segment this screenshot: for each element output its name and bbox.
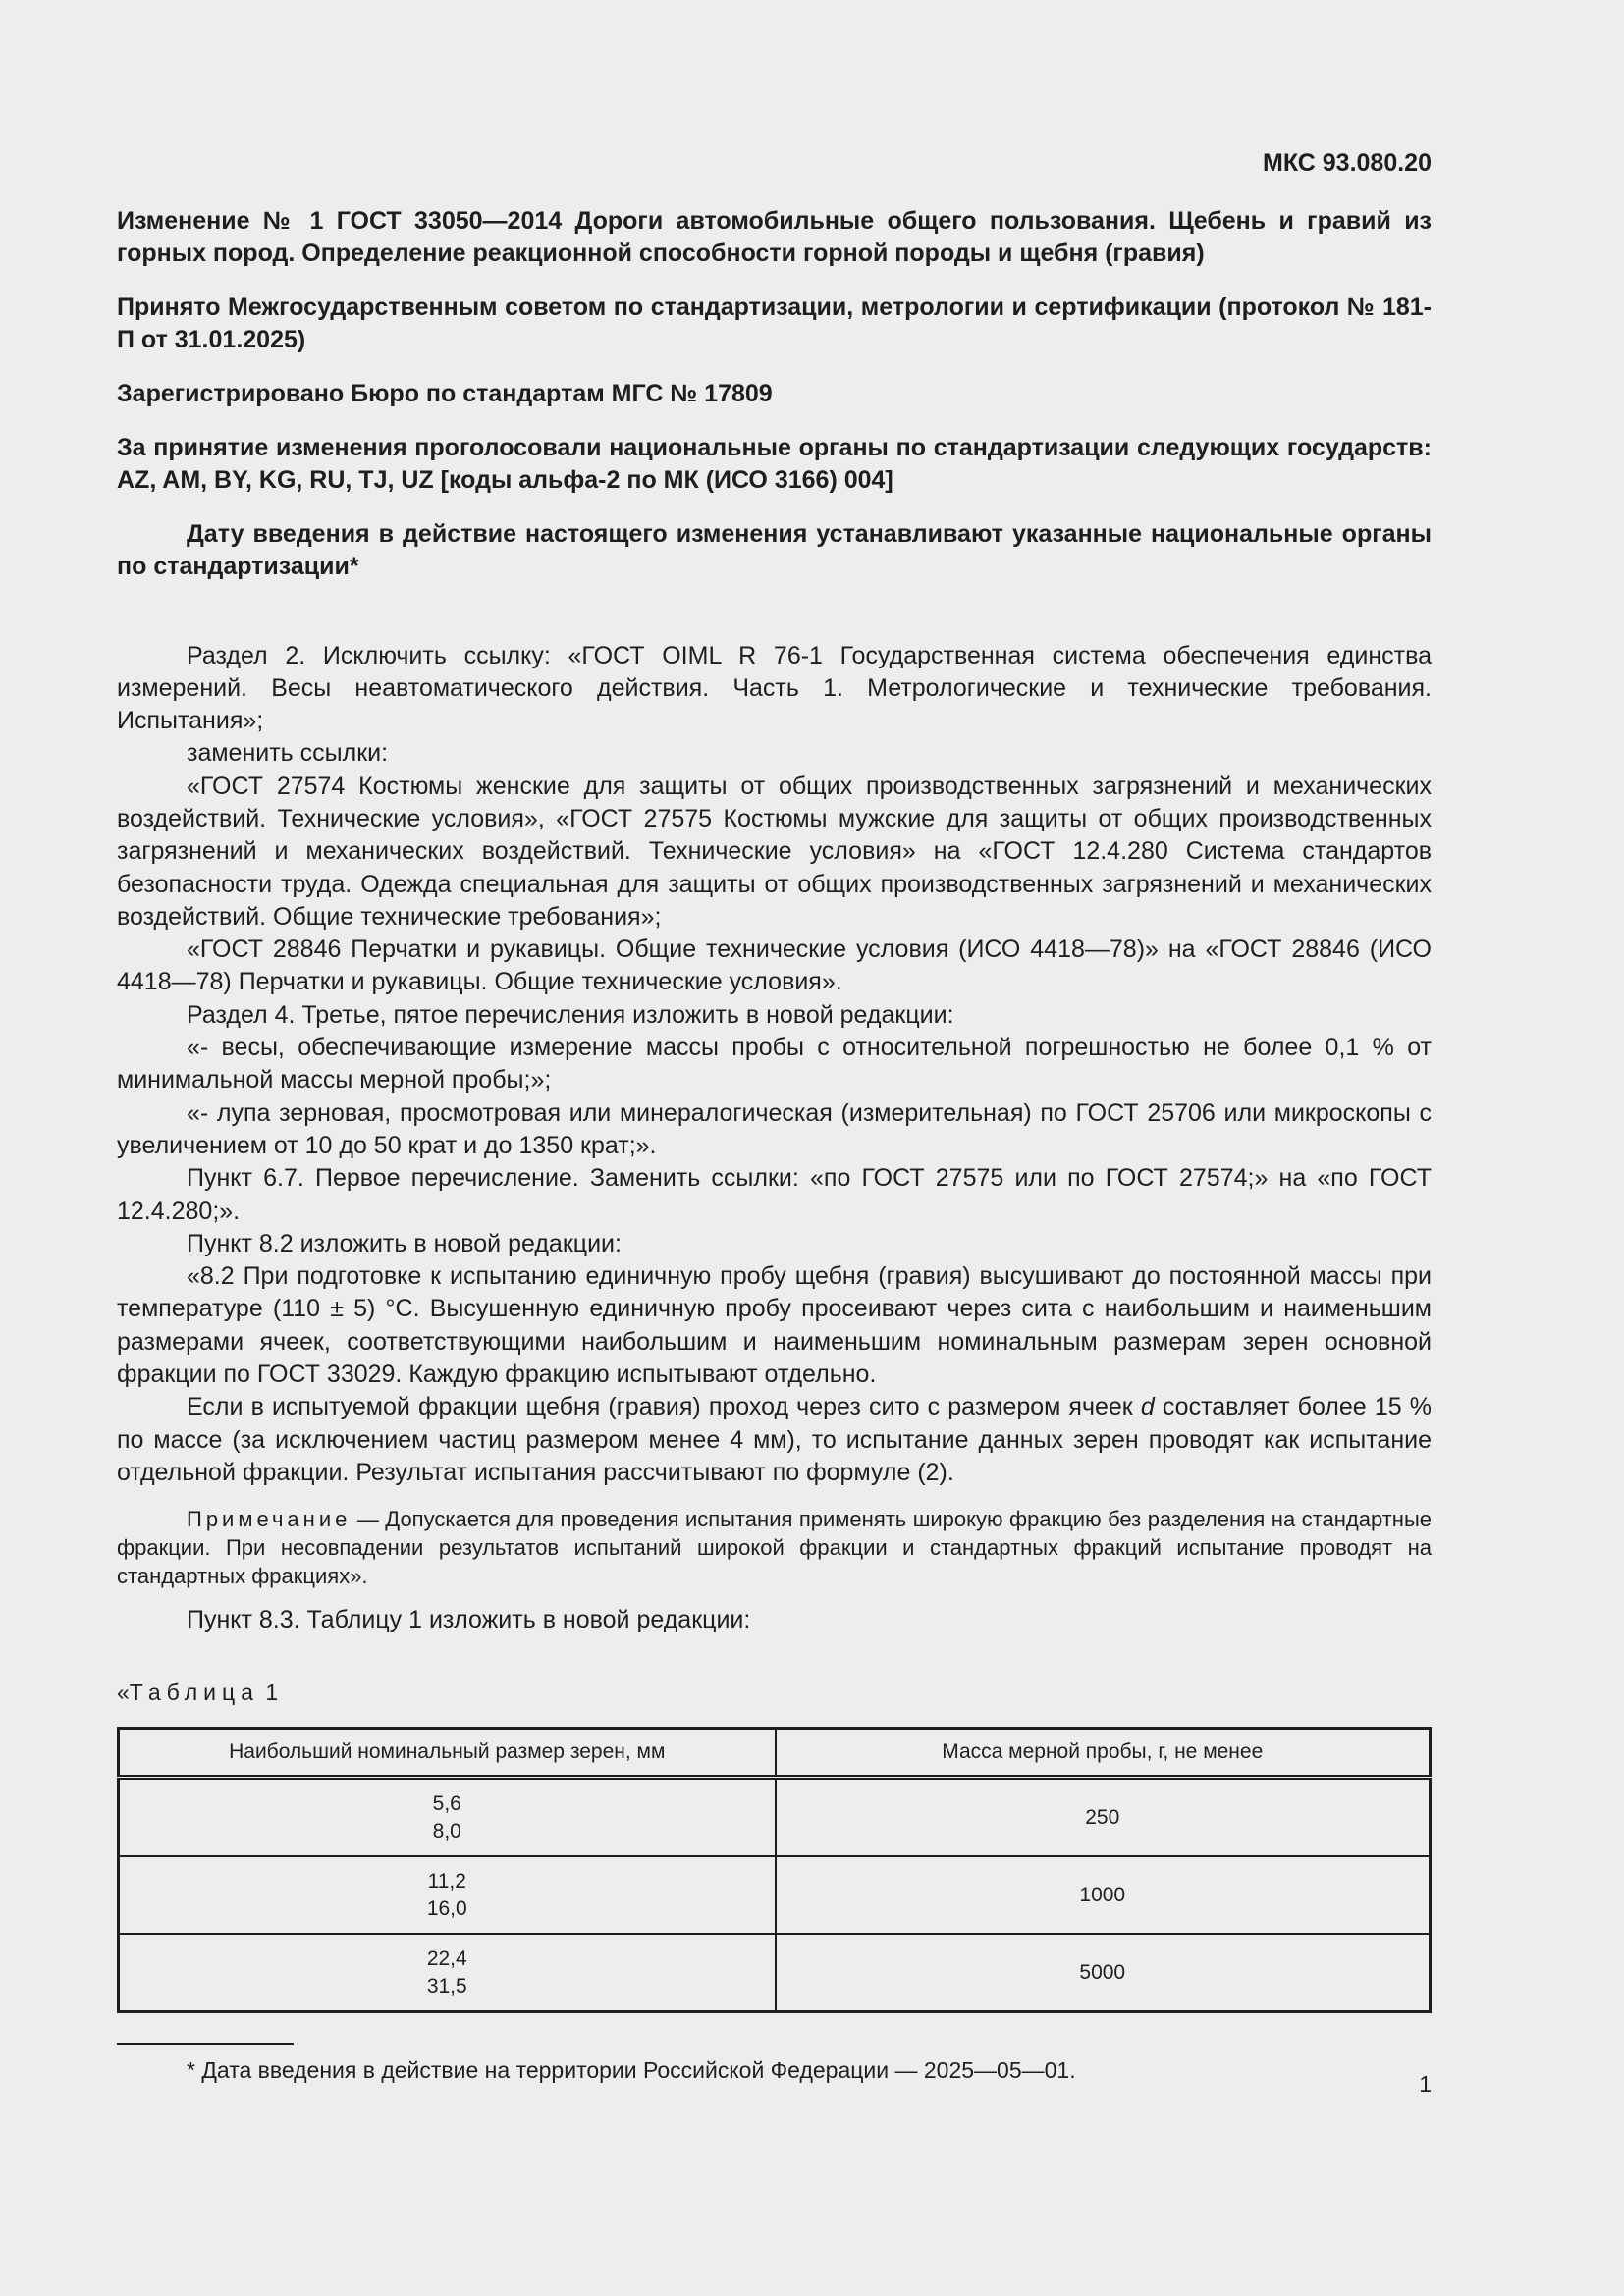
size-value: 31,5 [426, 1974, 467, 1998]
sample-mass-table [117, 1727, 1432, 2013]
paragraph-sieve [117, 1391, 1432, 1489]
adopted-by: Принято Межгосударственным советом по стандартизации, метрологии и сертификации (протокол № 181-П от 31.01.2025) [117, 293, 1432, 353]
cell-grain-size [119, 1934, 776, 2012]
cell-grain-size [119, 1856, 776, 1934]
paragraph: «ГОСТ 28846 Перчатки и рукавицы. Общие технические условия (ИСО 4418—78)» на «ГОСТ 28846 (ИСО 4418—78) Перчатки и рукавицы. Общие технические условия». [117, 935, 1432, 996]
paragraph: заменить ссылки: [187, 739, 389, 768]
paragraph: «- лупа зерновая, просмотровая или минералогическая (измерительная) по ГОСТ 25706 или микроскопы с увеличением от 10 до 50 крат и до 1350 крат;». [117, 1098, 1432, 1159]
caption-quote: « [117, 1679, 130, 1705]
text-run: составляет более 15 % по массе (за исключением частиц размером менее 4 мм), то испытание данных зерен проводят как испытание отдельной фракции. Результат испытания рассчитывают по формуле (2). [117, 1393, 1432, 1486]
cell-mass: 1000 [776, 1856, 1431, 1934]
effective-date-note: Дату введения в действие настоящего изменения устанавливают указанные национальные органы по стандартизации* [117, 519, 1432, 580]
header-sample-mass: Масса мерной пробы, г, не менее [776, 1729, 1431, 1778]
cell-mass: 250 [776, 1778, 1431, 1857]
table-header-row [119, 1729, 1431, 1778]
table-row [119, 1856, 1431, 1934]
variable-d: d [1140, 1393, 1155, 1421]
note-label: Примечание [187, 1507, 352, 1532]
table-row [119, 1778, 1431, 1857]
paragraph: Раздел 4. Третье, пятое перечисления изложить в новой редакции: [187, 1000, 954, 1029]
footnote-separator [117, 2043, 294, 2045]
paragraph-table-intro: Пункт 8.3. Таблицу 1 изложить в новой редакции: [187, 1606, 751, 1634]
note [117, 1505, 1432, 1590]
size-value: 16,0 [426, 1896, 467, 1920]
cell-mass: 5000 [776, 1934, 1431, 2012]
amendment-title: Изменение № 1 ГОСТ 33050—2014 Дороги автомобильные общего пользования. Щебень и гравий из горных пород. Определение реакционной способности горной породы и щебня (гравия) [117, 206, 1432, 267]
table-caption [117, 1679, 1432, 1708]
size-value: 11,2 [427, 1869, 466, 1893]
header-grain-size: Наибольший номинальный размер зерен, мм [119, 1729, 776, 1778]
paragraph: Раздел 2. Исключить ссылку: «ГОСТ OIML R 76-1 Государственная система обеспечения единства измерений. Весы неавтоматического действия. Часть 1. Метрологические и технические требования. Испытания»; [117, 641, 1432, 735]
paragraph: Пункт 8.2 изложить в новой редакции: [187, 1229, 622, 1257]
table-row [119, 1934, 1431, 2012]
size-value: 5,6 [432, 1791, 461, 1815]
mks-code: МКС 93.080.20 [1263, 149, 1432, 177]
caption-number: 1 [258, 1679, 279, 1705]
voting-states: За принятие изменения проголосовали национальные органы по стандартизации следующих государств: AZ, AM, BY, KG, RU, TJ, UZ [коды альфа-2 по МК (ИСО 3166) 004] [117, 433, 1432, 494]
size-value: 22,4 [426, 1947, 467, 1970]
page-number: 1 [1419, 2071, 1432, 2097]
paragraph: «ГОСТ 27574 Костюмы женские для защиты от общих производственных загрязнений и механических воздействий. Технические условия», «ГОСТ 27575 Костюмы мужские для защиты от общих производственных загрязнений и механических воздействий. Технические условия» на «ГОСТ 12.4.280 Система стандартов безопасности труда. Одежда специальная для защиты от общих производственных загрязнений и механических воздействий. Общие технические требования»; [117, 772, 1432, 931]
size-value: 8,0 [432, 1819, 461, 1842]
registration: Зарегистрировано Бюро по стандартам МГС № 17809 [117, 379, 773, 407]
cell-grain-size [119, 1778, 776, 1857]
note-text: — Допускается для проведения испытания применять широкую фракцию без разделения на стандартные фракции. При несовпадении результатов испытаний широкой фракции и стандартных фракций испытание проводят на стандартных фракциях». [117, 1507, 1432, 1589]
amendment-body [117, 640, 1432, 2087]
caption-word: Таблица [129, 1679, 259, 1705]
paragraph: Пункт 6.7. Первое перечисление. Заменить ссылки: «по ГОСТ 27575 или по ГОСТ 27574;» на «по ГОСТ 12.4.280;». [117, 1164, 1432, 1225]
text-run: Если в испытуемой фракции щебня (гравия) проход через сито с размером ячеек [187, 1393, 1141, 1421]
paragraph: «- весы, обеспечивающие измерение массы пробы с относительной погрешностью не более 0,1 % от минимальной массы мерной пробы;»; [117, 1034, 1432, 1095]
footnote: * Дата введения в действие на территории Российской Федерации — 2025—05—01. [187, 2057, 1076, 2084]
paragraph: «8.2 При подготовке к испытанию единичную пробу щебня (гравия) высушивают до постоянной массы при температуре (110 ± 5) °С. Высушенную единичную пробу просеивают через сита с наибольшим и наименьшим размерами ячеек, соответствующими наибольшим и наименьшим номинальным размерам зерен основной фракции по ГОСТ 33029. Каждую фракцию испытывают отдельно. [117, 1262, 1432, 1389]
